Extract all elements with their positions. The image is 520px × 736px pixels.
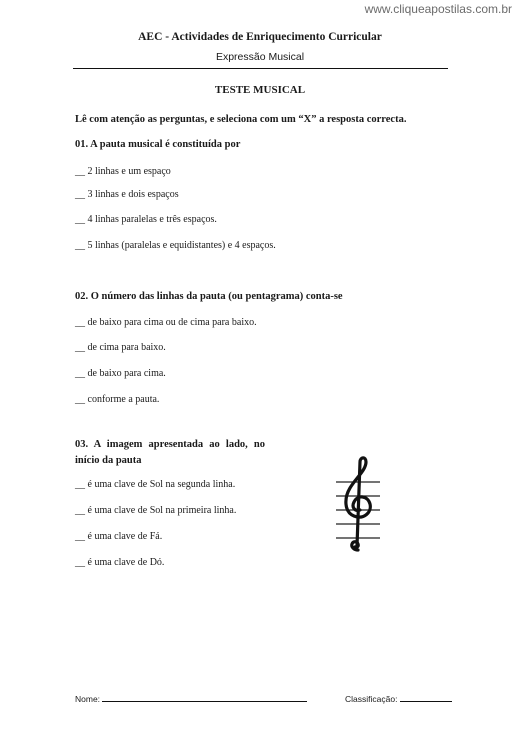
watermark: www.cliqueapostilas.com.br — [364, 2, 512, 16]
question-1: 01. A pauta musical é constituída por — [75, 139, 241, 150]
page-title: TESTE MUSICAL — [214, 84, 306, 96]
name-input-line[interactable] — [102, 693, 307, 702]
question-2-option-2[interactable]: __ de cima para baixo. — [75, 342, 166, 353]
name-label: Nome: — [75, 694, 101, 704]
grade-field[interactable] — [345, 693, 452, 704]
header-title: AEC - Actividades de Enriquecimento Curricular — [138, 31, 382, 43]
treble-clef-icon — [334, 454, 382, 554]
question-2: 02. O número das linhas da pauta (ou pentagrama) conta-se — [75, 291, 343, 302]
question-3-option-1[interactable]: __ é uma clave de Sol na segunda linha. — [75, 479, 236, 490]
grade-input-line[interactable] — [400, 693, 452, 702]
instructions: Lê com atenção as perguntas, e seleciona com um “X” a resposta correcta. — [75, 114, 407, 125]
question-2-option-1[interactable]: __ de baixo para cima ou de cima para baixo. — [75, 317, 257, 328]
header-subtitle: Expressão Musical — [215, 51, 305, 63]
question-3-option-3[interactable]: __ é uma clave de Fá. — [75, 531, 163, 542]
header-divider — [73, 68, 448, 69]
question-3-option-2[interactable]: __ é uma clave de Sol na primeira linha. — [75, 505, 237, 516]
question-3: 03. A imagem apresentada ao lado, no início da pauta — [75, 439, 265, 466]
question-1-option-4[interactable]: __ 5 linhas (paralelas e equidistantes) e 4 espaços. — [75, 240, 276, 251]
question-1-option-3[interactable]: __ 4 linhas paralelas e três espaços. — [75, 214, 217, 225]
grade-label: Classificação: — [345, 694, 398, 704]
name-field[interactable] — [75, 693, 307, 704]
question-3-option-4[interactable]: __ é uma clave de Dó. — [75, 557, 165, 568]
question-1-option-2[interactable]: __ 3 linhas e dois espaços — [75, 189, 179, 200]
question-1-option-1[interactable]: __ 2 linhas e um espaço — [75, 166, 171, 177]
question-2-option-4[interactable]: __ conforme a pauta. — [75, 394, 160, 405]
question-2-option-3[interactable]: __ de baixo para cima. — [75, 368, 166, 379]
